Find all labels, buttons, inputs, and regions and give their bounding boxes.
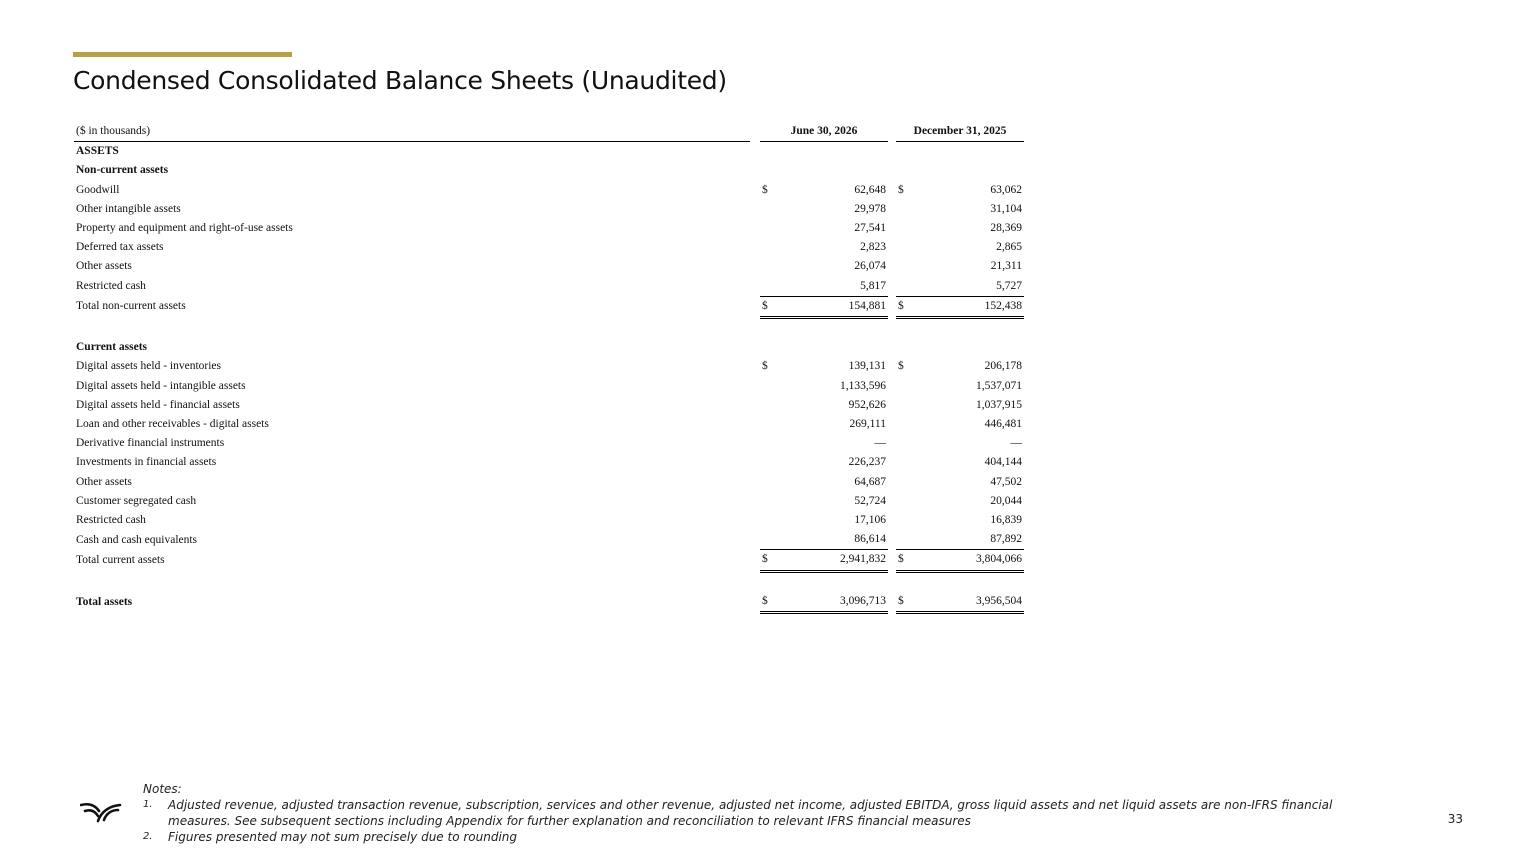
value-june-2026 [778,318,888,339]
currency-symbol [896,396,914,415]
value-december-2025: 5,727 [914,277,1024,297]
value-december-2025: 87,892 [914,530,1024,550]
row-label [74,571,750,592]
value-june-2026: 154,881 [778,296,888,317]
currency-symbol [760,453,778,472]
table-header-row [74,122,1024,142]
value-june-2026: 2,823 [860,241,886,254]
notes-section [143,781,1373,845]
row-label: Loan and other receivables - digital assets [76,418,269,431]
currency-symbol [896,492,914,511]
row-label: Digital assets held - intangible assets [76,379,246,392]
value-december-2025: 1,037,915 [976,398,1022,411]
table-row [74,592,1024,613]
table-row [74,257,1024,276]
currency-symbol [896,219,914,238]
currency-symbol [896,453,914,472]
value-june-2026: 29,978 [854,202,886,215]
row-label: ASSETS [76,145,119,158]
table-row [74,473,1024,492]
currency-symbol [896,377,914,396]
value-june-2026: 64,687 [854,475,886,488]
table-row [74,277,1024,297]
value-december-2025: 206,178 [984,360,1022,373]
currency-symbol [896,238,914,257]
value-june-2026: 3,096,713 [778,592,888,613]
currency-symbol: $ [762,183,768,196]
notes-title: Notes: [143,782,182,796]
value-june-2026: 86,614 [778,530,888,550]
value-june-2026 [778,338,888,357]
value-december-2025: 21,311 [990,260,1022,273]
row-label: Total assets [76,595,133,608]
column-header-december-2025: December 31, 2025 [896,122,1024,142]
row-label: Deferred tax assets [76,241,164,254]
currency-symbol [760,415,778,434]
value-december-2025: 152,438 [914,296,1024,317]
currency-symbol [896,571,914,592]
currency-symbol: $ [760,592,778,613]
currency-symbol: $ [762,360,768,373]
currency-symbol [896,473,914,492]
currency-symbol: $ [898,183,904,196]
table-row [74,396,1024,415]
value-december-2025: 47,502 [990,475,1022,488]
table-row [74,318,1024,339]
currency-symbol [896,530,914,550]
row-label: Property and equipment and right-of-use assets [76,222,293,235]
currency-symbol [760,277,778,297]
currency-symbol [760,511,778,530]
value-june-2026: 26,074 [854,260,886,273]
currency-symbol [760,571,778,592]
row-label [74,318,750,339]
currency-symbol [760,219,778,238]
row-label: Digital assets held - financial assets [76,398,240,411]
value-december-2025 [914,142,1024,162]
value-june-2026: 226,237 [848,456,886,469]
table-row [74,296,1024,317]
note-number: 1. [143,799,153,810]
currency-symbol [896,434,914,453]
currency-symbol [760,238,778,257]
table-row [74,142,1024,162]
unit-label: ($ in thousands) [74,122,750,142]
currency-symbol [896,200,914,219]
currency-symbol [896,318,914,339]
currency-symbol [896,161,914,180]
currency-symbol: $ [896,550,914,571]
table-row [74,161,1024,180]
value-june-2026: 5,817 [778,277,888,297]
value-december-2025: 3,956,504 [914,592,1024,613]
currency-symbol [896,257,914,276]
currency-symbol [760,377,778,396]
table-row [74,492,1024,511]
table-row [74,453,1024,472]
row-label: Current assets [76,341,148,354]
currency-symbol: $ [898,360,904,373]
table-row [74,571,1024,592]
value-june-2026: 1,133,596 [840,379,886,392]
value-december-2025: 28,369 [990,222,1022,235]
table-row [74,530,1024,550]
table-row [74,511,1024,530]
currency-symbol [760,434,778,453]
value-december-2025: 16,839 [990,514,1022,527]
value-december-2025: 1,537,071 [976,379,1022,392]
currency-symbol [896,142,914,162]
currency-symbol [760,530,778,550]
value-december-2025: — [1010,437,1022,450]
value-june-2026: 27,541 [854,222,886,235]
row-label: Customer segregated cash [76,494,197,507]
note-item [143,797,1373,829]
table-row [74,550,1024,571]
value-december-2025 [914,338,1024,357]
currency-symbol [760,318,778,339]
note-text: Figures presented may not sum precisely due to rounding [168,830,518,844]
currency-symbol [896,277,914,297]
row-label: Total non-current assets [76,300,186,313]
value-december-2025: 2,865 [996,241,1022,254]
currency-symbol [760,492,778,511]
row-label: Digital assets held - inventories [76,360,221,373]
value-june-2026: 62,648 [854,183,886,196]
value-june-2026: 952,626 [848,398,886,411]
table-row [74,434,1024,453]
value-june-2026: 52,724 [854,494,886,507]
value-june-2026 [778,142,888,162]
table-row [74,219,1024,238]
table-row [74,338,1024,357]
row-label: Other assets [76,475,132,488]
value-december-2025: 404,144 [984,456,1022,469]
table-row [74,377,1024,396]
value-june-2026: 17,106 [854,514,886,527]
company-logo-icon [80,799,122,823]
currency-symbol [760,161,778,180]
table-row [74,357,1024,376]
value-june-2026 [778,571,888,592]
table-row [74,238,1024,257]
currency-symbol: $ [896,592,914,613]
value-december-2025: 3,804,066 [914,550,1024,571]
row-label: Investments in financial assets [76,456,217,469]
row-label: Restricted cash [76,514,146,527]
currency-symbol [896,415,914,434]
note-item [143,829,1373,845]
value-december-2025 [914,571,1024,592]
note-number: 2. [143,831,153,842]
note-text: Adjusted revenue, adjusted transaction revenue, subscription, services and other revenue, adjusted net income, adjusted EBITDA, gross liquid assets and net liquid assets are non-IFRS financial measures. See subsequent sections including Appendix for further explanation and reconciliation to relevant IFRS financial measures [168,798,1333,828]
currency-symbol [760,200,778,219]
currency-symbol [896,511,914,530]
value-december-2025: 63,062 [990,183,1022,196]
currency-symbol: $ [760,296,778,317]
accent-bar [73,52,292,57]
row-label: Derivative financial instruments [76,437,225,450]
page-number: 33 [1447,812,1463,826]
balance-sheet-table [74,122,1024,614]
value-december-2025 [914,161,1024,180]
value-december-2025: 31,104 [990,202,1022,215]
row-label: Non-current assets [76,164,169,177]
row-label: Goodwill [76,183,120,196]
row-label: Cash and cash equivalents [76,533,198,546]
currency-symbol: $ [896,296,914,317]
column-header-june-2026: June 30, 2026 [760,122,888,142]
value-june-2026: — [874,437,886,450]
value-june-2026: 139,131 [848,360,886,373]
currency-symbol [896,338,914,357]
slide-title: Condensed Consolidated Balance Sheets (Unaudited) [73,66,727,95]
row-label: Other assets [76,260,132,273]
currency-symbol [760,142,778,162]
currency-symbol [760,338,778,357]
value-june-2026: 269,111 [849,418,886,431]
value-december-2025: 446,481 [984,418,1022,431]
table-row [74,415,1024,434]
currency-symbol [760,257,778,276]
row-label: Restricted cash [76,279,146,292]
value-december-2025 [914,318,1024,339]
value-june-2026: 2,941,832 [778,550,888,571]
value-december-2025: 20,044 [990,494,1022,507]
notes-list [143,797,1373,845]
value-june-2026 [778,161,888,180]
table-row [74,181,1024,200]
row-label: Other intangible assets [76,202,181,215]
table-row [74,200,1024,219]
currency-symbol: $ [760,550,778,571]
currency-symbol [760,473,778,492]
row-label: Total current assets [76,553,165,566]
currency-symbol [760,396,778,415]
